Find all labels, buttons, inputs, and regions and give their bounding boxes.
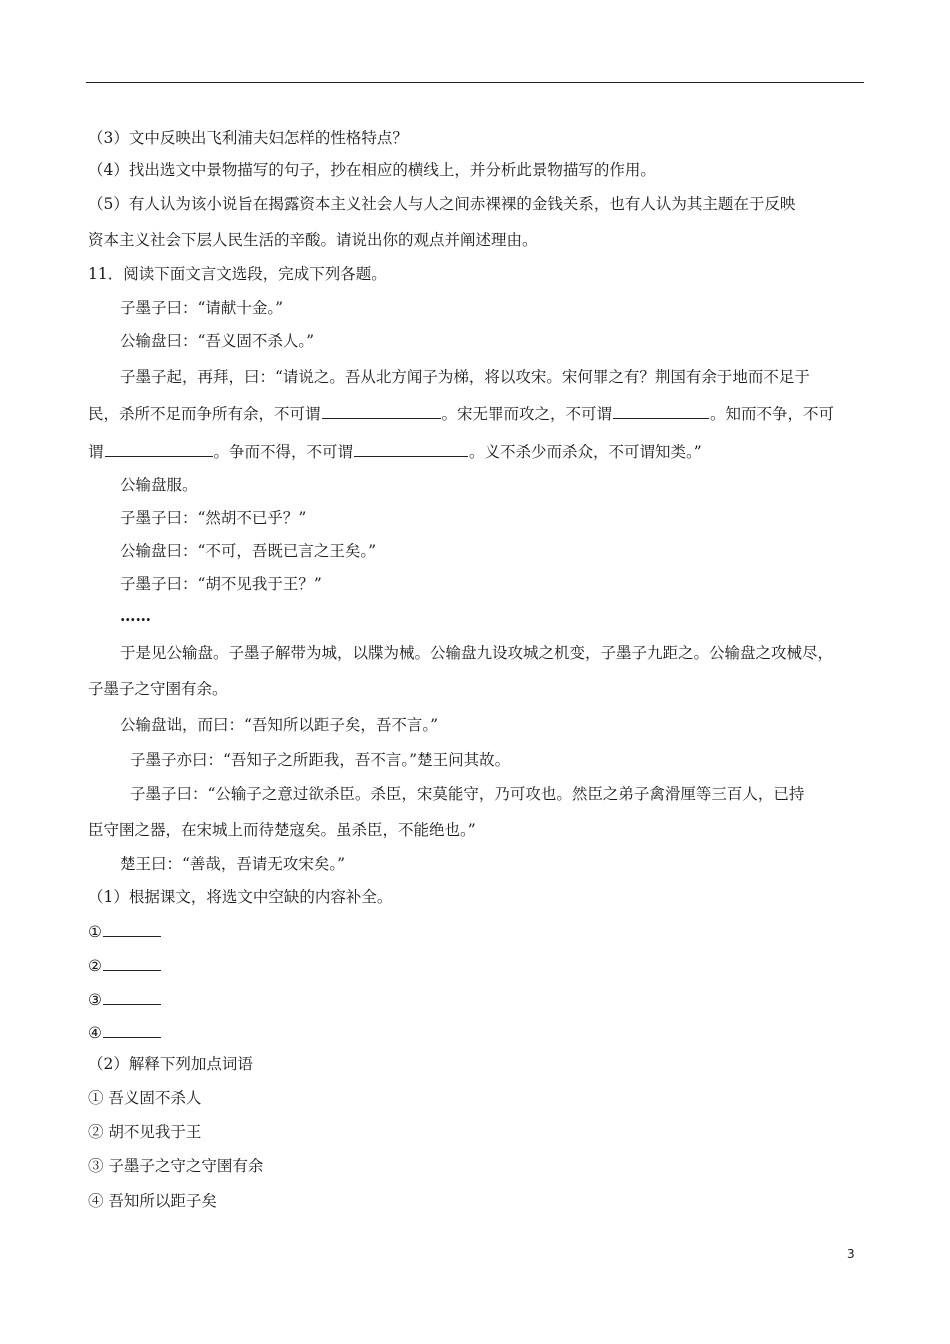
answer-line-3	[88, 989, 162, 1010]
item-marker: ③	[88, 991, 102, 1009]
text-fragment: 。宋无罪而攻之，不可谓	[441, 405, 613, 423]
passage-p5: 子墨子曰：“然胡不已乎？”	[120, 509, 307, 527]
question-3: （3）文中反映出飞利浦夫妇怎样的性格特点？	[88, 129, 408, 147]
term-item-1: ① 吾义固不杀人	[88, 1089, 202, 1107]
answer-line-1	[88, 921, 162, 942]
text-fragment: 民，杀所不足而争所有余，不可谓	[88, 405, 321, 423]
page-number: 3	[847, 1247, 855, 1261]
question-5-line-1: （5）有人认为该小说旨在揭露资本主义社会人与人之间赤裸裸的金钱关系，也有人认为其主题在于反映	[88, 195, 796, 213]
answer-blank-4[interactable]	[103, 1022, 161, 1038]
passage-p2: 公输盘曰：“吾义固不杀人。”	[120, 332, 315, 350]
text-fragment: 。义不杀少而杀众，不可谓知类。”	[469, 443, 702, 461]
passage-p10: 子墨子亦曰：“吾知子之所距我，吾不言。”楚王问其故。	[130, 751, 511, 769]
sub-question-2-prompt: （2）解释下列加点词语	[88, 1055, 253, 1073]
passage-p8-line-1: 于是见公输盘。子墨子解带为城，以牒为械。公输盘九设攻城之机变，子墨子九距之。公输盘之攻械尽，	[120, 644, 834, 662]
question-4: （4）找出选文中景物描写的句子，抄在相应的横线上，并分析此景物描写的作用。	[88, 161, 656, 179]
item-marker: ④	[88, 1024, 102, 1042]
passage-p3-line-2	[88, 403, 834, 424]
fill-blank-4[interactable]	[354, 441, 468, 457]
passage-p7: 子墨子曰：“胡不见我于王？”	[120, 575, 322, 593]
term-item-2: ② 胡不见我于王	[88, 1123, 202, 1141]
answer-line-4	[88, 1022, 162, 1043]
header-rule	[86, 82, 864, 83]
passage-p11-line-1: 子墨子曰：“公输子之意过欲杀臣。杀臣，宋莫能守，乃可攻也。然臣之弟子禽滑厘等三百人，已持	[130, 785, 805, 803]
fill-blank-3[interactable]	[105, 441, 213, 457]
text-fragment: 。知而不争，不可	[710, 405, 835, 423]
term-item-4: ④ 吾知所以距子矣	[88, 1192, 217, 1210]
fill-blank-1[interactable]	[322, 403, 441, 419]
question-11-title: 11．阅读下面文言文选段，完成下列各题。	[88, 265, 387, 283]
passage-p12: 楚王曰：“善哉，吾请无攻宋矣。”	[120, 855, 346, 873]
passage-p3-line-1: 子墨子起，再拜，曰：“请说之。吾从北方闻子为梯，将以攻宋。宋何罪之有？荆国有余于地而不足于	[120, 368, 810, 386]
passage-ellipsis: ……	[120, 606, 151, 625]
term-item-3: ③ 子墨子之守之守圉有余	[88, 1157, 264, 1175]
question-5-line-2: 资本主义社会下层人民生活的辛酸。请说出你的观点并阐述理由。	[88, 231, 538, 249]
answer-line-2	[88, 955, 162, 976]
passage-p8-line-2: 子墨子之守圉有余。	[88, 680, 228, 698]
answer-blank-1[interactable]	[103, 921, 161, 937]
text-fragment: 。争而不得，不可谓	[213, 443, 354, 461]
answer-blank-2[interactable]	[103, 955, 161, 971]
text-fragment: 谓	[88, 443, 104, 461]
answer-blank-3[interactable]	[103, 989, 161, 1005]
fill-blank-2[interactable]	[613, 403, 709, 419]
passage-p9: 公输盘诎，而曰：“吾知所以距子矣，吾不言。”	[120, 716, 439, 734]
passage-p4: 公输盘服。	[120, 476, 198, 494]
sub-question-1-prompt: （1）根据课文，将选文中空缺的内容补全。	[88, 888, 393, 906]
passage-p1: 子墨子曰：“请献十金。”	[120, 299, 284, 317]
item-marker: ①	[88, 923, 102, 941]
passage-p11-line-2: 臣守圉之器，在宋城上而待楚寇矣。虽杀臣，不能绝也。”	[88, 821, 476, 839]
passage-p6: 公输盘曰：“不可，吾既已言之王矣。”	[120, 542, 377, 560]
item-marker: ②	[88, 957, 102, 975]
passage-p3-line-3	[88, 441, 702, 462]
